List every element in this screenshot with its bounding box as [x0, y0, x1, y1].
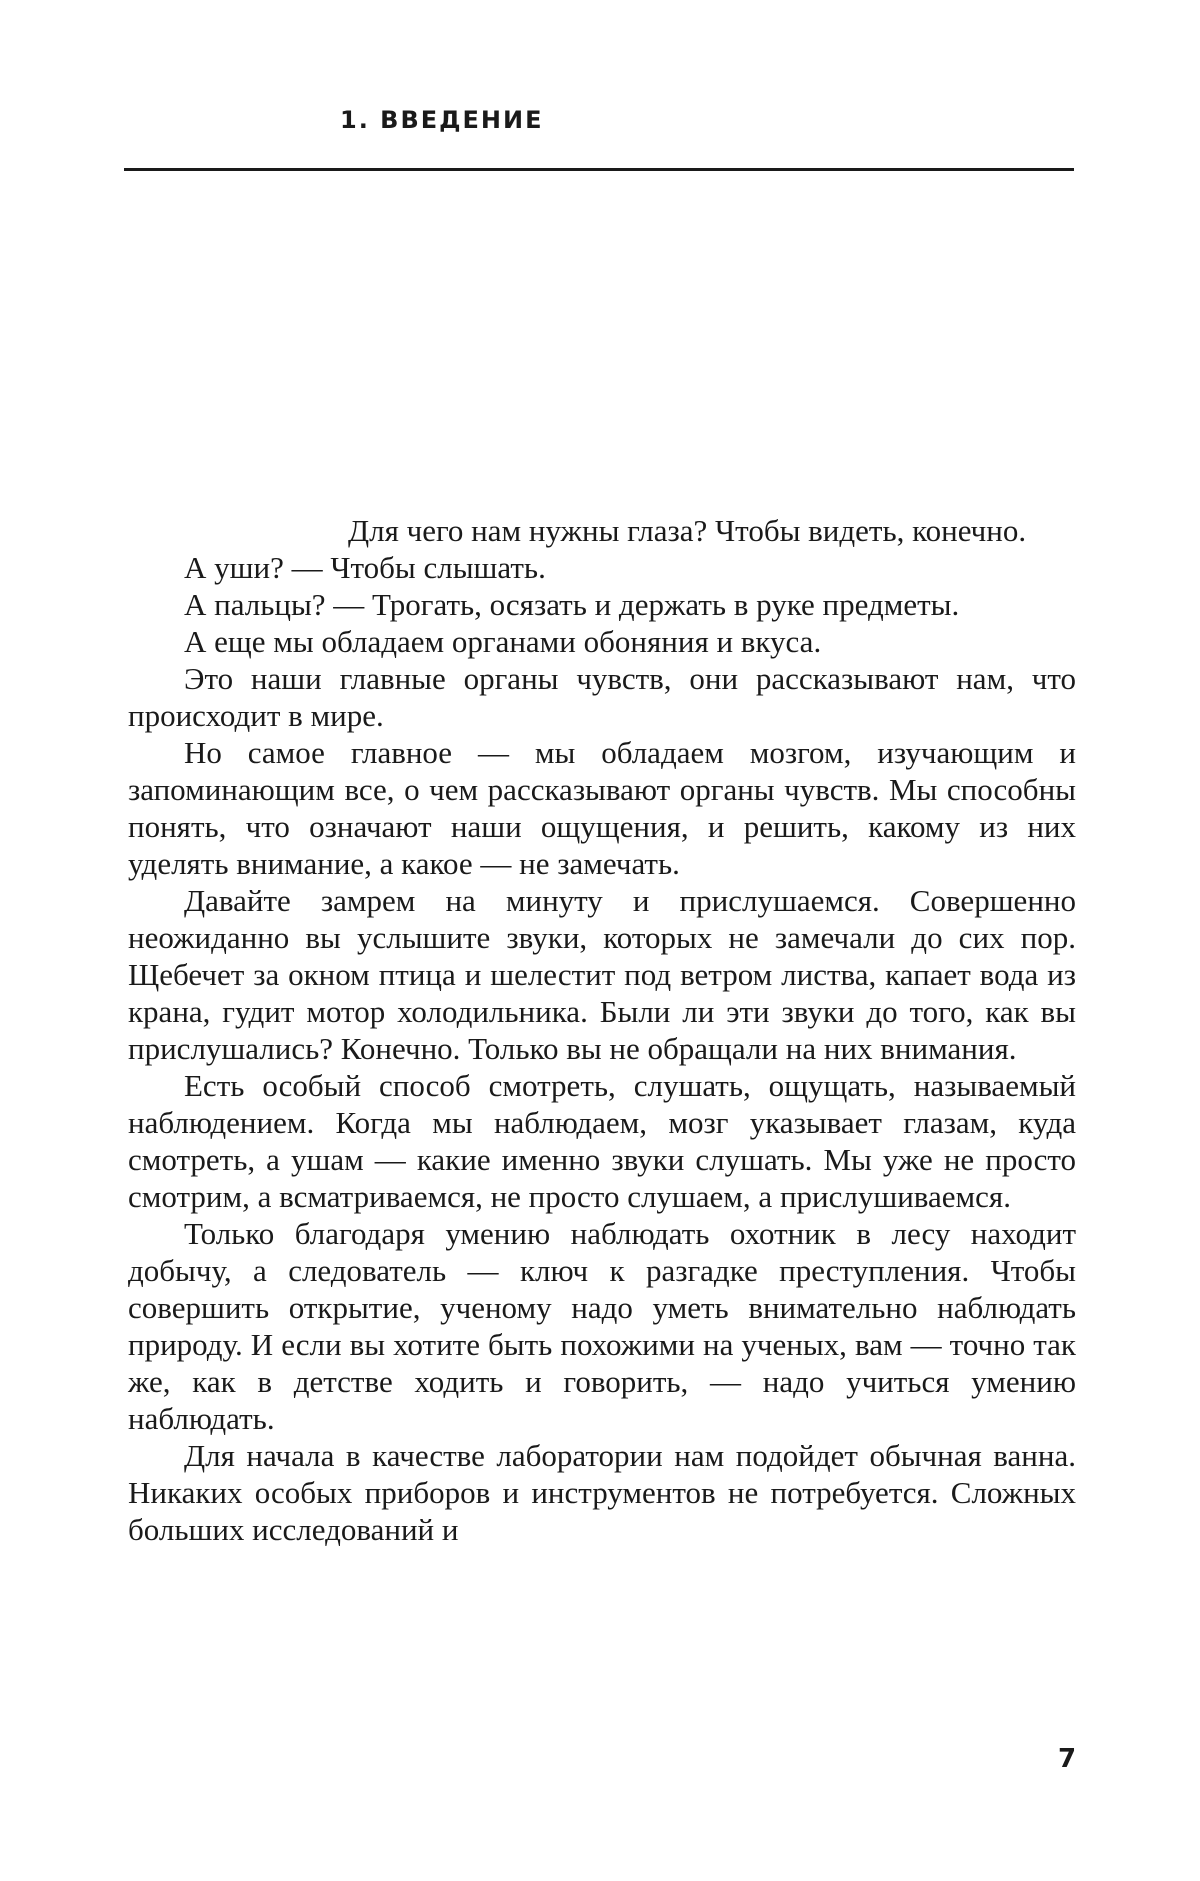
paragraph: А уши? — Чтобы слышать. — [128, 549, 1076, 586]
paragraph: Только благодаря умению наблюдать охотник в лесу находит добычу, а следователь — ключ к разгадке пре­ступления. Чтобы совершить открытие, ученому надо уметь внимательно наблюдать природу. И если вы хотите быть похожими на ученых, вам — точно так же, как в дет­стве ходить и говорить, — надо учиться умению наблюдать. — [128, 1215, 1076, 1437]
paragraph: А пальцы? — Трогать, осязать и держать в руке предметы. — [128, 586, 1076, 623]
paragraph: Но самое главное — мы обладаем мозгом, изучающим и запоминающим все, о чем рассказывают органы чувств. Мы способны понять, что означают наши ощущения, и решить, какому из них уделять внимание, а какое — не замечать. — [128, 734, 1076, 882]
body-text — [128, 512, 1076, 1548]
paragraph: Для начала в качестве лаборатории нам подойдет обычная ванна. Никаких особых приборов и инструмен­тов не потребуется. Сложных больших исследований и — [128, 1437, 1076, 1548]
heading-divider — [124, 168, 1074, 171]
paragraph: Это наши главные органы чувств, они рассказывают нам, что происходит в мире. — [128, 660, 1076, 734]
paragraph: Есть особый способ смотреть, слушать, ощущать, на­зываемый наблюдением. Когда мы наблюдаем, мозг ука­зывает глазам, куда смотреть, а ушам — какие именно звуки слушать. Мы уже не просто смотрим, а всматри­ваемся, не просто слушаем, а прислушиваемся. — [128, 1067, 1076, 1215]
chapter-heading: 1. ВВЕДЕНИЕ — [340, 108, 544, 132]
paragraph: Давайте замрем на минуту и прислушаемся. Совер­шенно неожиданно вы услышите звуки, которых не за­мечали до сих пор. Щебечет за окном птица и шелестит под ветром листва, капает вода из крана, гудит мотор холодильника. Были ли эти звуки до того, как вы прислушались? Конечно. Только вы не обращали на них внимания. — [128, 882, 1076, 1067]
paragraph: А еще мы обладаем органами обоняния и вкуса. — [128, 623, 1076, 660]
paragraph: Для чего нам нужны глаза? Чтобы видеть, конечно. — [128, 512, 1076, 549]
page-number: 7 — [1058, 1746, 1076, 1772]
